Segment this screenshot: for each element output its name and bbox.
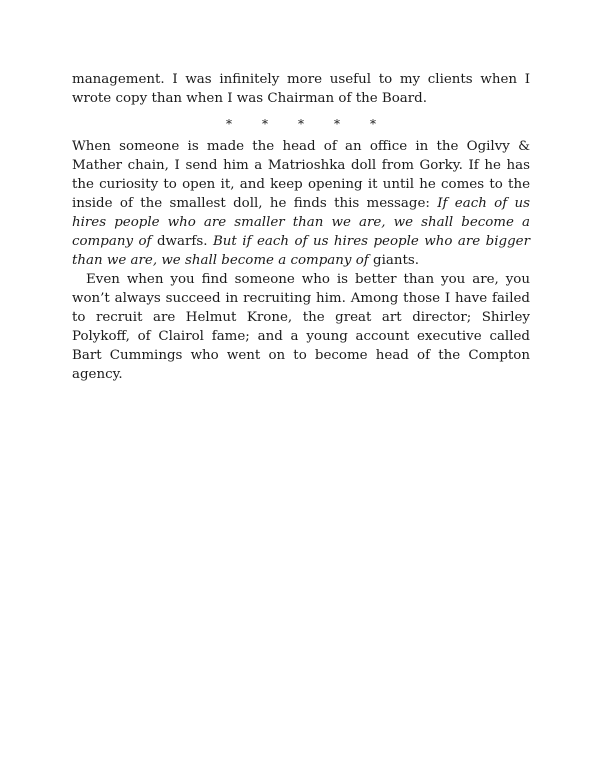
separator-star: * <box>262 117 268 131</box>
matrioshka-quote-part2: But if each of us hires people who are bigger than we are, we shall become a company of <box>72 234 530 268</box>
separator-star: * <box>334 117 340 131</box>
separator-star: * <box>370 117 376 131</box>
matrioshka-quote-part1: If each of us hires people who are smaller than we are, we shall become a company of <box>72 196 530 249</box>
paragraph-management: management. I was infinitely more useful to my clients when I wrote copy than when I was Chairman of the Board. <box>72 72 530 106</box>
paragraph-recruiting: Even when you find someone who is better than you are, you won’t always succeed in recruiting him. Among those I have failed to recruit are Helmut Krone, the great art director; Shirley Polykoff, of Clairol fame; and a young account executive called Bart Cummings who went on to become head of the Compton agency. <box>72 272 530 382</box>
separator-star: * <box>298 117 304 131</box>
section-separator <box>72 117 530 131</box>
matrioshka-intro: When someone is made the head of an office in the Ogilvy & Mather chain, I send him a Matrioshka doll from Gorky. If he has the curiosity to open it, and keep opening it until he comes to the inside of the smallest doll, he finds this message: <box>72 139 530 211</box>
matrioshka-word-giants: giants. <box>368 253 419 268</box>
paragraph-matrioshka <box>72 137 530 270</box>
matrioshka-word-dwarfs: dwarfs. <box>151 234 213 249</box>
separator-star: * <box>226 117 232 131</box>
page-body <box>72 70 530 384</box>
